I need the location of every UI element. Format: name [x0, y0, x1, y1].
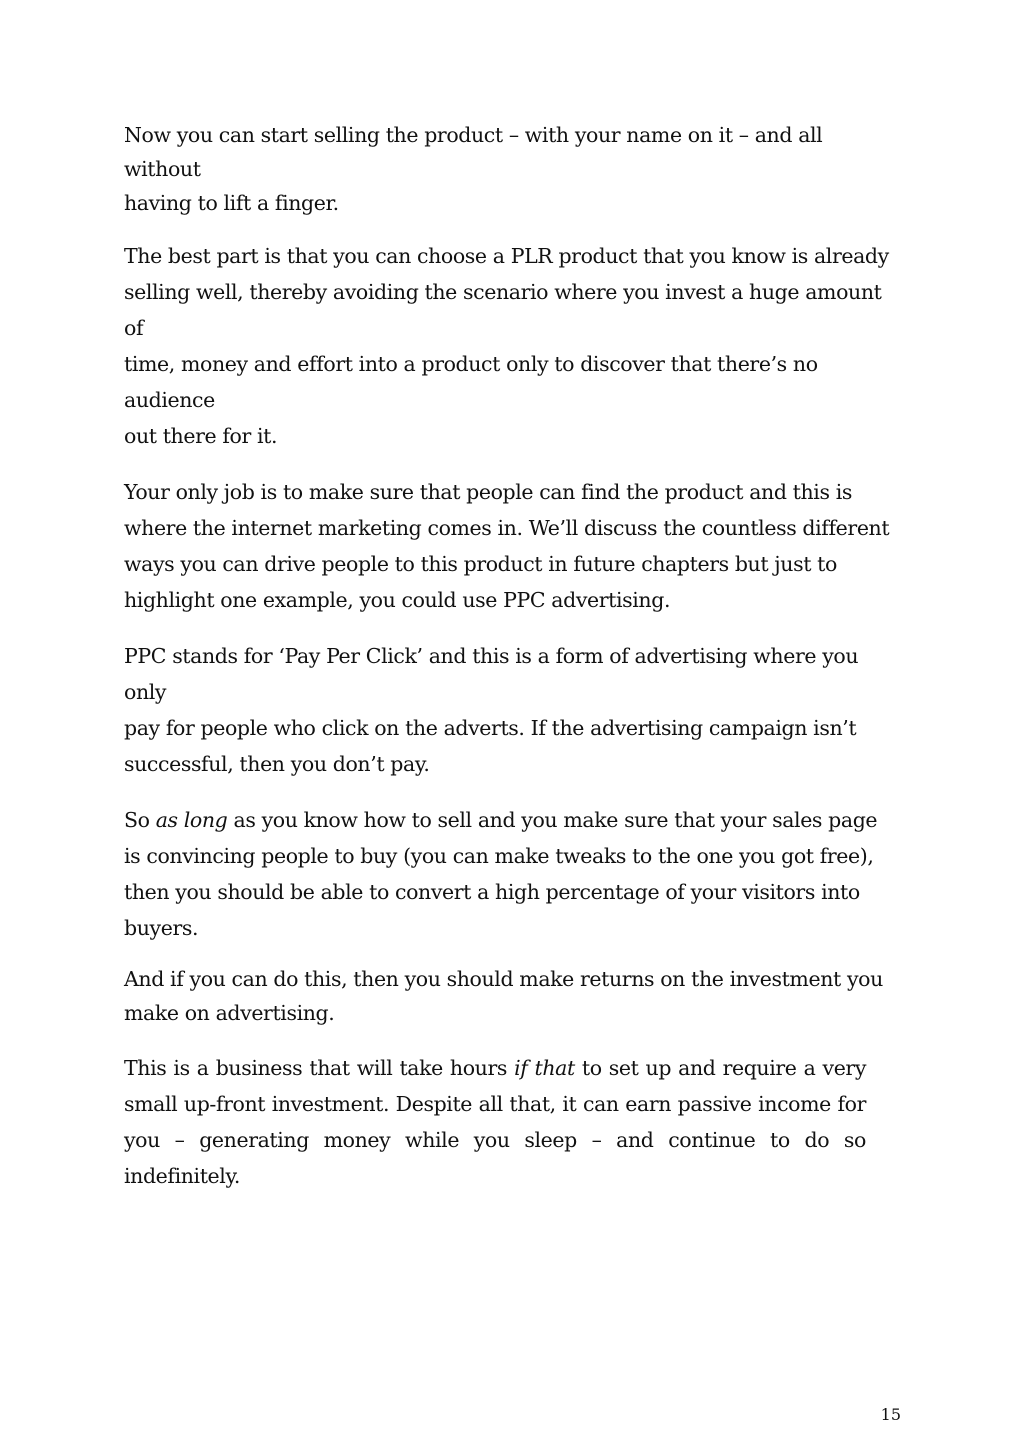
- emphasis-text: as long: [155, 808, 228, 832]
- paragraph-5-text: as you know how to sell and you make sure that your sales page: [227, 808, 878, 832]
- paragraph-1-line: Now you can start selling the product – with your name on it – and all without: [124, 123, 823, 181]
- paragraph-3-line: where the internet marketing comes in. We’ll discuss the countless different: [124, 516, 890, 540]
- paragraph-5: [124, 802, 900, 946]
- page-number: 15: [880, 1405, 901, 1424]
- paragraph-3-line: highlight one example, you could use PPC advertising.: [124, 588, 671, 612]
- paragraph-7: [124, 1050, 866, 1194]
- paragraph-6-line: make on advertising.: [124, 1001, 335, 1025]
- paragraph-6-line: And if you can do this, then you should make returns on the investment you: [124, 967, 883, 991]
- paragraph-5-text: So: [124, 808, 156, 832]
- paragraph-5-line: [124, 802, 900, 838]
- paragraph-3-line: ways you can drive people to this product in future chapters but just to: [124, 552, 837, 576]
- paragraph-4-line: PPC stands for ‘Pay Per Click’ and this is a form of advertising where you only: [124, 644, 859, 704]
- paragraph-5-line: buyers.: [124, 916, 199, 940]
- paragraph-7-text: to set up and require a very small up-front investment. Despite all that, it can earn passive income for you – generating money while you sleep – and continue to do so indefinitely.: [124, 1056, 867, 1188]
- body-text: [124, 118, 900, 1194]
- paragraph-1-line: having to lift a finger.: [124, 191, 339, 215]
- paragraph-7-text: This is a business that will take hours: [124, 1056, 515, 1080]
- paragraph-3: [124, 474, 900, 618]
- paragraph-1: [124, 118, 900, 220]
- paragraph-3-line: Your only job is to make sure that people can find the product and this is: [124, 480, 852, 504]
- emphasis-text: if that: [514, 1056, 575, 1080]
- paragraph-5-line: then you should be able to convert a high percentage of your visitors into: [124, 880, 860, 904]
- paragraph-5-line: is convincing people to buy (you can make tweaks to the one you got free),: [124, 844, 874, 868]
- paragraph-2: [124, 238, 900, 454]
- paragraph-2-line: The best part is that you can choose a PLR product that you know is already: [124, 244, 889, 268]
- paragraph-2-line: time, money and effort into a product only to discover that there’s no audience: [124, 352, 818, 412]
- paragraph-2-line: out there for it.: [124, 424, 278, 448]
- paragraph-4-line: successful, then you don’t pay.: [124, 752, 430, 776]
- paragraph-4: [124, 638, 900, 782]
- paragraph-4-line: pay for people who click on the adverts. If the advertising campaign isn’t: [124, 716, 857, 740]
- paragraph-2-line: selling well, thereby avoiding the scenario where you invest a huge amount of: [124, 280, 882, 340]
- paragraph-6: [124, 962, 900, 1030]
